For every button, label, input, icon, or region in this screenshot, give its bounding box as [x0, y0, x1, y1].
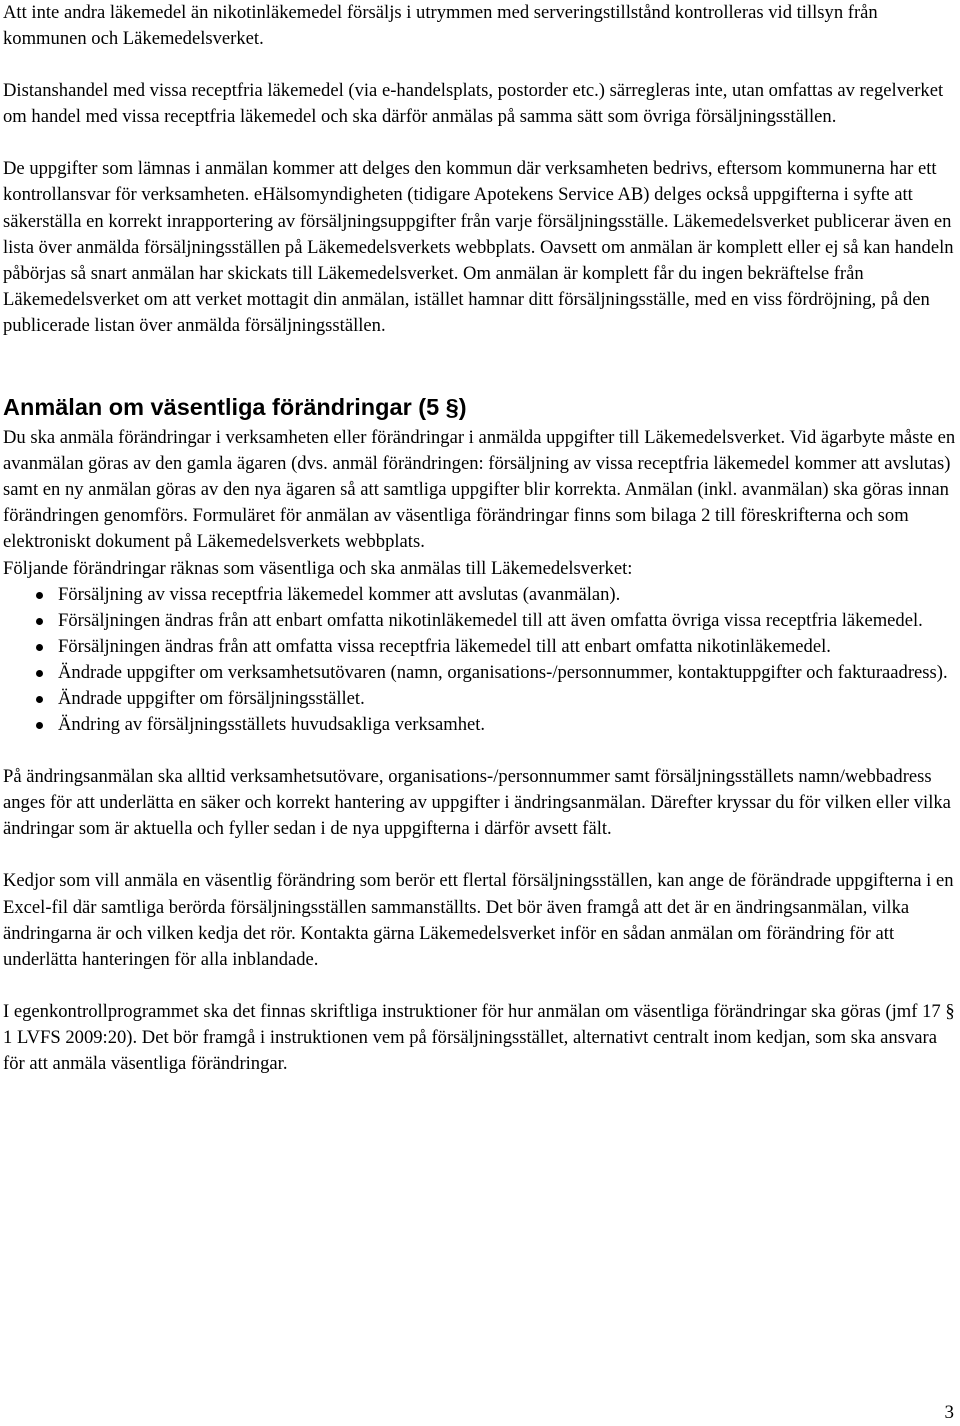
- paragraph-nicotine-control: Att inte andra läkemedel än nikotinläkemedel försäljs i utrymmen med serveringstillstånd kontrolleras vid tillsyn från kommunen och Läkemedelsverket.: [3, 2, 878, 50]
- page-number: 3: [944, 1402, 954, 1423]
- list-item-text: Försäljningen ändras från att enbart omfatta nikotinläkemedel till att även omfatta övriga vissa receptfria läkemedel.: [58, 609, 923, 631]
- list-item: [3, 686, 958, 712]
- bullet-icon: [36, 696, 43, 703]
- list-intro: Följande förändringar räknas som väsentliga och ska anmälas till Läkemedelsverket:: [3, 557, 633, 579]
- list-item: [3, 712, 958, 738]
- section-heading: Anmälan om väsentliga förändringar (5 §): [3, 394, 467, 421]
- list-item: [3, 634, 958, 660]
- list-item: [3, 660, 958, 686]
- changes-list: [3, 582, 958, 739]
- list-item: [3, 582, 958, 608]
- list-item: [3, 608, 958, 634]
- paragraph-self-control: I egenkontrollprogrammet ska det finnas skriftliga instruktioner för hur anmälan om väsentliga förändringar ska göras (jmf 17 § 1 LVFS 2009:20). Det bör framgå i instruktionen vem på försäljningsstället, alternativt centralt inom kedjan, som ska ansvara för att anmäla väsentliga förändringar.: [3, 1000, 955, 1074]
- list-item-text: Ändrade uppgifter om verksamhetsutövaren (namn, organisations-/personnummer, kontaktuppgifter och fakturaadress).: [58, 661, 948, 683]
- bullet-icon: [36, 670, 43, 677]
- bullet-icon: [36, 644, 43, 651]
- document-page: [3, 0, 958, 1077]
- bullet-icon: [36, 722, 43, 729]
- list-item-text: Försäljningen ändras från att omfatta vissa receptfria läkemedel till att enbart omfatta nikotinläkemedel.: [58, 635, 831, 657]
- paragraph-changes-intro: Du ska anmäla förändringar i verksamheten eller förändringar i anmälda uppgifter till Läkemedelsverket. Vid ägarbyte måste en avanmälan göras av den gamla ägaren (dvs. anmäl förändringen: försäljning av vissa receptfria läkemedel kommer att avslutas) samt en ny anmälan göras av den nya ägaren så att samtliga uppgifter blir korrekta. Anmälan (inkl. avanmälan) ska göras innan förändringen genomförs. Formuläret för anmälan av väsentliga förändringar finns som bilaga 2 till föreskrifterna och som elektroniskt dokument på Läkemedelsverkets webbplats.: [3, 427, 956, 553]
- paragraph-data-sharing: De uppgifter som lämnas i anmälan kommer att delges den kommun där verksamheten bedrivs, eftersom kommunerna har ett kontrollansvar för verksamheten. eHälsomyndigheten (tidigare Apotekens Service AB) delges också uppgifterna i syfte att säkerställa en korrekt inrapportering av försäljningsuppgifter från varje försäljningsställe. Läkemedelsverket publicerar även en lista över anmälda försäljningsställen på Läkemedelsverkets webbplats. Oavsett om anmälan är komplett eller ej så kan handeln påbörjas så snart anmälan har skickats till Läkemedelsverket. Om anmälan är komplett får du ingen bekräftelse från Läkemedelsverket om att verket mottagit din anmälan, istället hamnar ditt försäljningsställe, med en viss fördröjning, på den publicerade listan över anmälda försäljningsställen.: [3, 158, 954, 336]
- paragraph-change-notification: På ändringsanmälan ska alltid verksamhetsutövare, organisations-/personnummer samt försäljningsställets namn/webbadress anges för att underlätta en säker och korrekt hantering av uppgifter i ändringsanmälan. Därefter kryssar du för vilken eller vilka ändringar som är aktuella och fyller sedan i de nya uppgifterna i därför avsett fält.: [3, 766, 951, 840]
- paragraph-chains: Kedjor som vill anmäla en väsentlig förändring som berör ett flertal försäljningsställen, kan ange de förändrade uppgifterna i en Excel-fil där samtliga berörda försäljningsställen sammanställts. Det bör även framgå att det är en ändringsanmälan, vilka ändringarna är och vilken kedja det rör. Kontakta gärna Läkemedelsverket inför en sådan anmälan om förändring för att underlätta hanteringen för alla inblandade.: [3, 870, 954, 970]
- list-item-text: Ändring av försäljningsställets huvudsakliga verksamhet.: [58, 714, 486, 736]
- list-item-text: Ändrade uppgifter om försäljningsstället.: [58, 687, 365, 709]
- bullet-icon: [36, 592, 43, 599]
- bullet-icon: [36, 618, 43, 625]
- paragraph-distance-trade: Distanshandel med vissa receptfria läkemedel (via e-handelsplats, postorder etc.) särregleras inte, utan omfattas av regelverket om handel med vissa receptfria läkemedel och ska därför anmälas på samma sätt som övriga försäljningsställen.: [3, 80, 944, 128]
- list-item-text: Försäljning av vissa receptfria läkemedel kommer att avslutas (avanmälan).: [58, 583, 621, 605]
